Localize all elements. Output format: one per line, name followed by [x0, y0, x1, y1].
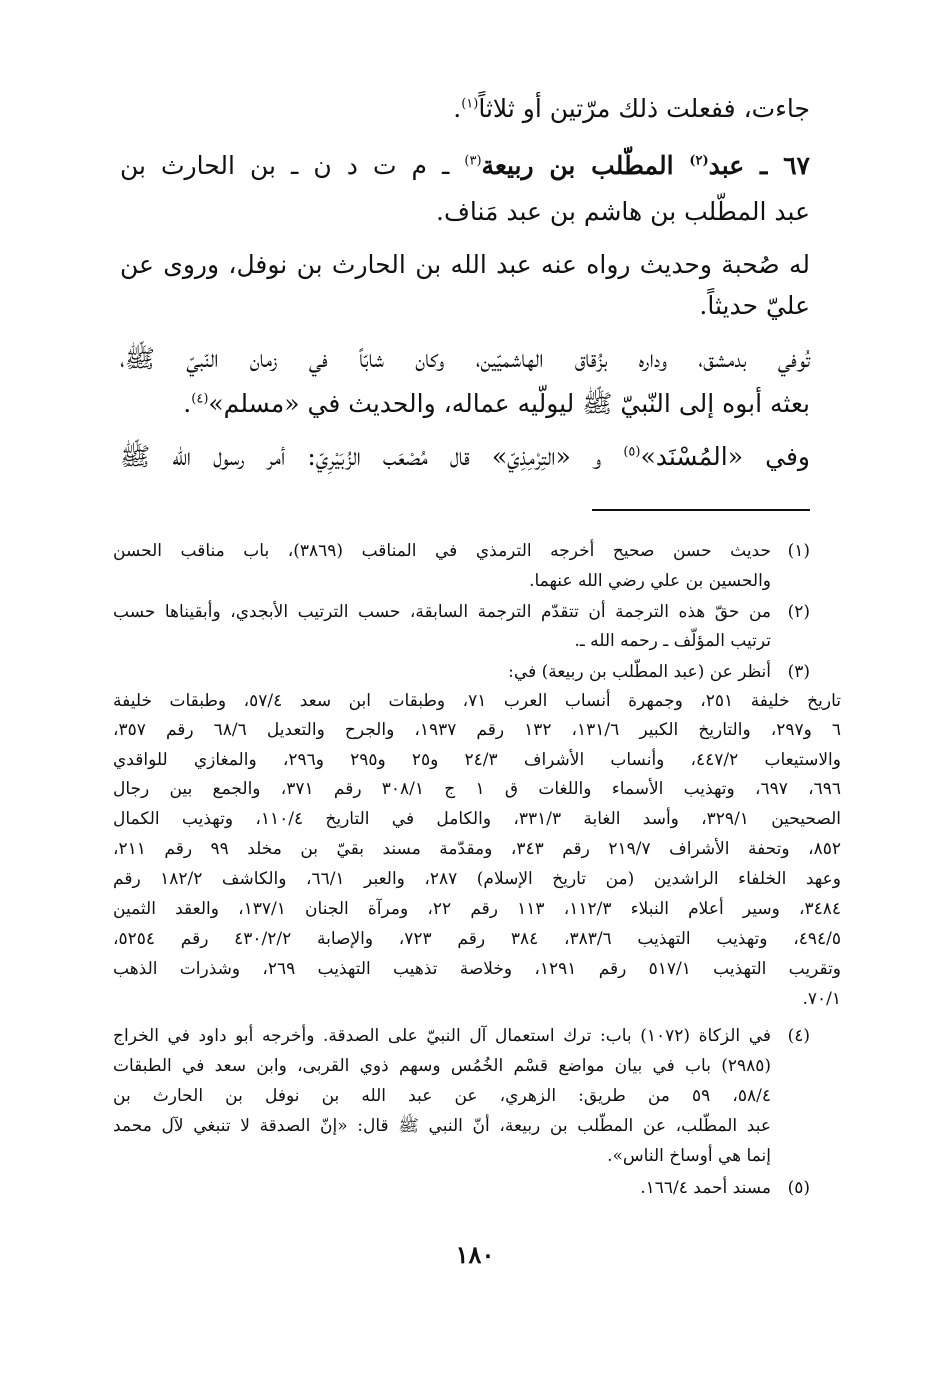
- footnote-4-line: (٢٩٨٥) باب في بيان مواضع قسْم الخُمُس وسهم ذوي القربى، وابن سعد في الطبقات: [113, 1056, 771, 1076]
- footnote-2: (٢) من حقّ هذه الترجمة أن تتقدّم الترجمة السابقة، حسب الترتيب الأبجدي، وأبقيناها حسب: [113, 602, 810, 622]
- body-line-4: له صُحبة وحديث رواه عنه عبد الله بن الحارث بن نوفل، وروى عن: [120, 250, 810, 279]
- footnote-3-line: وتقريب التهذيب ٥١٧/١ رقم ١٢٩١، وخلاصة تذهيب التهذيب ٢٦٩، وشذرات الذهب: [113, 959, 842, 979]
- footnote-number: (٤): [787, 1026, 810, 1046]
- footnote-4: (٤) في الزكاة (١٠٧٢) باب: ترك استعمال آل النبيّ على الصدقة. وأخرجه أبو داود في الخراج: [113, 1026, 810, 1046]
- footnote-5: (٥) مسند أحمد ١٦٦/٤.: [640, 1178, 810, 1198]
- entry-heading-line: ٦٧ ـ عبد$^{(٢)}$ المطّلب بن ربيعة$^{(٣)}$ ـ م ت د ن ـ بن الحارث بن: [120, 151, 810, 180]
- footnote-3-line: ٤٩٤/٥، وتهذيب التهذيب ٣٨٣/٦، ٣٨٤ رقم ٧٢٣، والإصابة ٤٣٠/٢/٢ رقم ٥٢٥٤،: [113, 929, 841, 949]
- body-line-3: عبد المطّلب بن هاشم بن عبد مَناف.: [436, 197, 810, 226]
- footnote-1-line: والحسين بن علي رضي الله عنهما.: [529, 571, 771, 591]
- footnote-1: (١) حديث حسن صحيح أخرجه الترمذي في المناقب (٣٨٦٩)، باب مناقب الحسن: [113, 541, 810, 561]
- footnote-3: (٣) أنظر عن (عبد المطّلب بن ربيعة) في:: [508, 662, 810, 682]
- footnote-mark: (١): [461, 96, 479, 112]
- footnote-3-line: وعهد الخلفاء الراشدين (من تاريخ الإسلام) ٢٨٧، والعبر ٦٦/١، والكاشف ١٨٢/٢ رقم: [113, 869, 841, 889]
- footnote-number: (٥): [787, 1178, 810, 1198]
- footnote-3-line: ٦٩٦، ٦٩٧، وتهذيب الأسماء واللغات ق ١ ج ٣٠٨/١ رقم ٣٧١، والجمع بين رجال: [113, 779, 842, 799]
- footnote-3-line: ٨٥٢، وتحفة الأشراف ٢١٩/٧ رقم ٣٤٣، ومقدّمة مسند بقيّ بن مخلد ٩٩ رقم ٢١١،: [113, 839, 841, 859]
- footnote-number: (٢): [787, 602, 810, 622]
- footnote-separator: [592, 509, 810, 511]
- footnote-3-line: والاستيعاب ٤٤٧/٢، وأنساب الأشراف ٢٤/٣ و٢٥ و٢٩٥ و٢٩٦، والمغازي للواقدي: [113, 750, 841, 770]
- footnote-4-line: ٥٨/٤، ٥٩ من طريق: الزهري، عن عبد الله بن نوفل بن الحارث بن: [113, 1086, 772, 1106]
- entry-title: ٦٧ ـ عبد$^{(٢)}$ المطّلب بن ربيعة: [481, 151, 810, 180]
- footnote-number: (٣): [787, 662, 810, 682]
- footnote-number: (١): [787, 541, 810, 561]
- footnote-3-line: ٦ و٢٩٧، والتاريخ الكبير ١٣١/٦، ١٣٢ رقم ١٩٣٧، والجرح والتعديل ٦٨/٦ رقم ٣٥٧،: [113, 720, 841, 740]
- body-line-7: بعثه أبوه إلى النّبيّ ﷺ ليولّيه عماله، والحديث في «مسلم»$^{(٤)}$.: [183, 389, 810, 418]
- footnote-mark: (٤): [191, 391, 209, 407]
- footnote-3-line: ٧٠/١.: [802, 989, 841, 1009]
- body-line-5: عليّ حديثاً.: [699, 291, 810, 320]
- body-line-1: جاءت، ففعلت ذلك مرّتين أو ثلاثاً$^{(١)}$.: [453, 94, 810, 123]
- footnote-mark: (٥): [623, 444, 641, 460]
- body-line-8: وفي «المُسْنَد»$^{(٥)}$ و «التِرْمِذِيّ» قال مُصْعَب الزُبَيْرِيّ: أمر رسول الله ﷺ: [120, 442, 811, 471]
- footnote-4-line: عبد المطّلب، عن المطّلب بن ربيعة، أنّ النبي ﷺ قال: «إنّ الصدقة لا تنبغي لآل محمد: [113, 1116, 771, 1136]
- footnote-2-line: ترتيب المؤلّف ـ رحمه الله ـ.: [574, 631, 771, 651]
- footnote-mark: (٣): [464, 153, 482, 169]
- footnote-3-line: الصحيحين ٣٢٩/١، وأسد الغابة ٣٣١/٣، والكامل في التاريخ ١١٠/٤، وتهذيب الكمال: [113, 809, 842, 829]
- body-line-6: تُوفي بدمشق، وداره بزُقاق الهاشميّين، وكان شابّاً في زمان النّبيّ ﷺ،: [120, 344, 810, 373]
- page-number: ١٨٠: [455, 1240, 495, 1269]
- footnote-3-line: ٣٤٨٤، وسير أعلام النبلاء ١١٢/٣، ١١٣ رقم ٢٢، ومرآة الجنان ١٣٧/١، والعقد الثمين: [113, 899, 842, 919]
- footnote-3-line: تاريخ خليفة ٢٥١، وجمهرة أنساب العرب ٧١، وطبقات ابن سعد ٥٧/٤، وطبقات خليفة: [113, 691, 841, 711]
- footnote-4-line: إنما هي أوساخ الناس».: [607, 1146, 771, 1166]
